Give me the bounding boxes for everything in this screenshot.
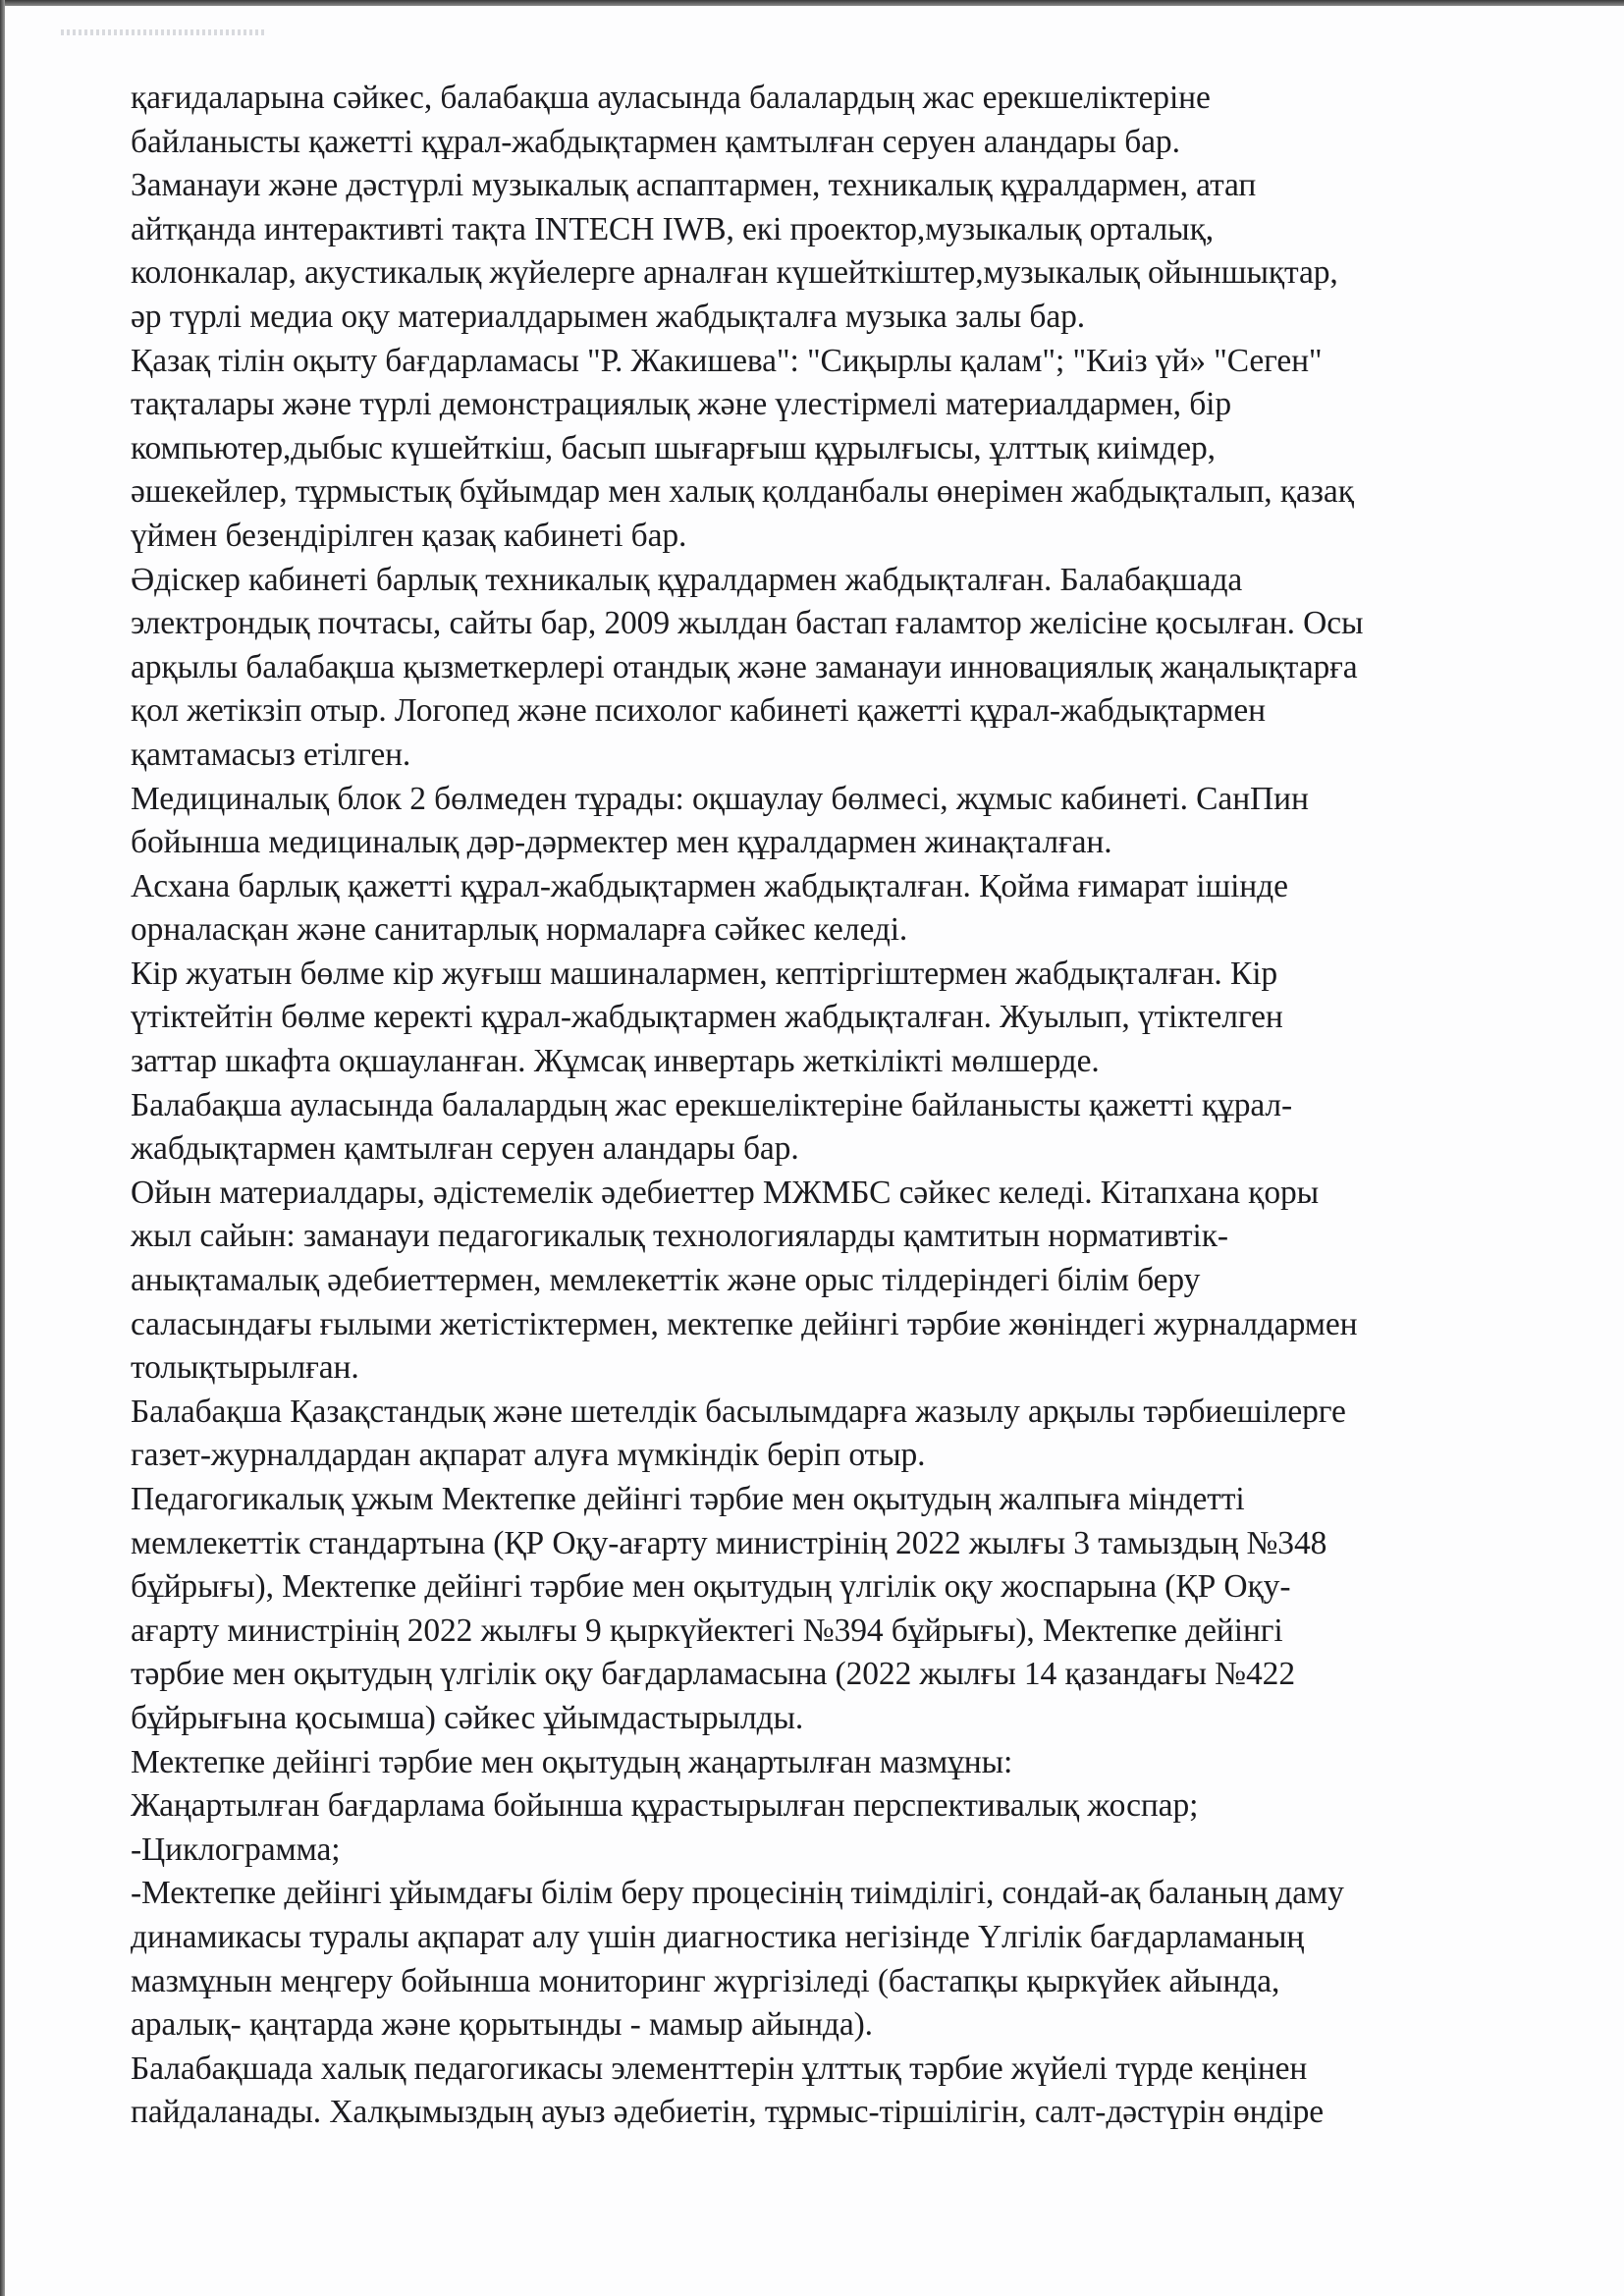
text-line: газет-журналдардан ақпарат алуға мүмкіндік беріп отыр.: [131, 1437, 926, 1474]
text-line: Педагогикалық ұжым Мектепке дейінгі тәрбие мен оқытудың жалпыға міндетті: [131, 1481, 1245, 1517]
text-line: электрондық почтасы, сайты бар, 2009 жылдан бастап ғаламтор желісіне қосылған. Осы: [131, 605, 1364, 642]
text-line: динамикасы туралы ақпарат алу үшін диагностика негізінде Үлгілік бағдарламаның: [131, 1918, 1305, 1955]
text-line: -Мектепке дейінгі ұйымдағы білім беру процесінің тиімділігі, сондай-ақ баланың даму: [131, 1875, 1344, 1912]
text-line: әшекейлер, тұрмыстық бұйымдар мен халық қолданбалы өнерімен жабдықталып, қазақ: [131, 473, 1354, 511]
text-line: үймен безендірілген қазақ кабинеті бар.: [131, 517, 687, 554]
text-line: бойынша медициналық дәр-дәрмектер мен құралдармен жинақталған.: [131, 824, 1112, 861]
text-line: қамтамасыз етілген.: [131, 736, 411, 773]
text-line: Әдіскер кабинеті барлық техникалық құралдармен жабдықталған. Балабақшада: [131, 561, 1243, 598]
text-line: Заманауи және дәстүрлі музыкалық аспаптармен, техникалық құралдармен, атап: [131, 167, 1257, 204]
text-line: орналасқан және санитарлық нормаларға сәйкес келеді.: [131, 911, 908, 949]
text-line: қағидаларына сәйкес, балабақша ауласында балалардың жас ерекшеліктеріне: [131, 80, 1211, 116]
text-line: үтіктейтін бөлме керекті құрал-жабдықтармен жабдықталған. Жуылып, үтіктелген: [131, 999, 1283, 1036]
text-line: байланысты қажетті құрал-жабдықтармен қамтылған серуен аландары бар.: [131, 123, 1180, 160]
text-line: бұйрығы), Мектепке дейінгі тәрбие мен оқытудың үлгілік оқу жоспарына (ҚР Оқу-: [131, 1568, 1291, 1606]
text-line: Балабақша Қазақстандық және шетелдік басылымдарға жазылу арқылы тәрбиешілерге: [131, 1393, 1346, 1430]
text-line: анықтамалық әдебиеттермен, мемлекеттік және орыс тілдеріндегі білім беру: [131, 1262, 1201, 1299]
text-line: жыл сайын: заманауи педагогикалық технологияларды қамтитын нормативтік-: [131, 1218, 1228, 1255]
text-line: тәрбие мен оқытудың үлгілік оқу бағдарламасына (2022 жылғы 14 қазандағы №422: [131, 1656, 1295, 1693]
text-line: аралық- қаңтарда және қорытынды - мамыр айында).: [131, 2006, 873, 2044]
text-line: Қазақ тілін оқыту бағдарламасы "Р. Жакишева": "Сиқырлы қалам"; "Киіз үй» "Сеген": [131, 342, 1323, 379]
document-page: [131, 77, 1574, 2135]
scan-edge-top: [0, 0, 1624, 6]
text-line: ағарту министрінің 2022 жылғы 9 қыркүйектегі №394 бұйрығы), Мектепке дейінгі: [131, 1612, 1283, 1649]
text-line: Ойын материалдары, әдістемелік әдебиеттер МЖМБС сәйкес келеді. Кітапхана қоры: [131, 1174, 1320, 1211]
text-line: қол жетікзіп отыр. Логопед және психолог кабинеті қажетті құрал-жабдықтармен: [131, 692, 1267, 730]
text-line: мазмұнын меңгеру бойынша мониторинг жүргізіледі (бастапқы қыркүйек айында,: [131, 1962, 1280, 1999]
text-line: Балабақша ауласында балалардың жас ерекшеліктеріне байланысты қажетті құрал-: [131, 1086, 1293, 1123]
text-line: Балабақшада халық педагогикасы элементтерін ұлттық тәрбие жүйелі түрде кеңінен: [131, 2050, 1308, 2087]
text-line: Медициналық блок 2 бөлмеден тұрады: оқшаулау бөлмесі, жұмыс кабинеті. СанПин: [131, 780, 1309, 817]
text-line: тақталары және түрлі демонстрациялық және үлестірмелі материалдармен, бір: [131, 386, 1232, 423]
text-line: әр түрлі медиа оқу материалдарымен жабдықталға музыка залы бар.: [131, 298, 1086, 335]
text-line: мемлекеттік стандартына (ҚР Оқу-ағарту министрінің 2022 жылғы 3 тамыздың №348: [131, 1524, 1327, 1561]
text-line: пайдаланады. Халқымыздың ауыз әдебиетін, тұрмыс-тіршілігін, салт-дәстүрін өндіре: [131, 2094, 1324, 2131]
text-line: -Циклограмма;: [131, 1831, 341, 1868]
scan-artifact: [61, 29, 267, 35]
text-line: саласындағы ғылыми жетістіктермен, мектепке дейінгі тәрбие жөніндегі журналдармен: [131, 1305, 1358, 1342]
text-line: компьютер,дыбыс күшейткіш, басып шығарғыш құрылғысы, ұлттық киімдер,: [131, 429, 1216, 466]
text-line: толықтырылған.: [131, 1349, 359, 1387]
text-line: заттар шкафта оқшауланған. Жұмсақ инвертарь жеткілікті мөлшерде.: [131, 1043, 1100, 1080]
text-line: бұйрығына қосымша) сәйкес ұйымдастырылды.: [131, 1699, 804, 1736]
text-line: айтқанда интерактивті тақта INTECH IWB, екі проектор,музыкалық орталық,: [131, 210, 1215, 247]
text-line: Мектепке дейінгі тәрбие мен оқытудың жаңартылған мазмұны:: [131, 1743, 1013, 1780]
text-line: колонкалар, акустикалық жүйелерге арналған күшейткіштер,музыкалық ойыншықтар,: [131, 254, 1338, 292]
text-line: арқылы балабақша қызметкерлері отандық және заманауи инновациялық жаңалықтарға: [131, 648, 1358, 685]
text-line: Асхана барлық қажетті құрал-жабдықтармен жабдықталған. Қойма ғимарат ішінде: [131, 867, 1288, 904]
scan-edge-left: [0, 0, 5, 2296]
text-line: жабдықтармен қамтылған серуен аландары бар.: [131, 1130, 799, 1168]
text-line: Жаңартылған бағдарлама бойынша құрастырылған перспективалық жоспар;: [131, 1787, 1199, 1825]
text-line: Кір жуатын бөлме кір жуғыш машиналармен, кептіргіштермен жабдықталған. Кір: [131, 955, 1278, 992]
